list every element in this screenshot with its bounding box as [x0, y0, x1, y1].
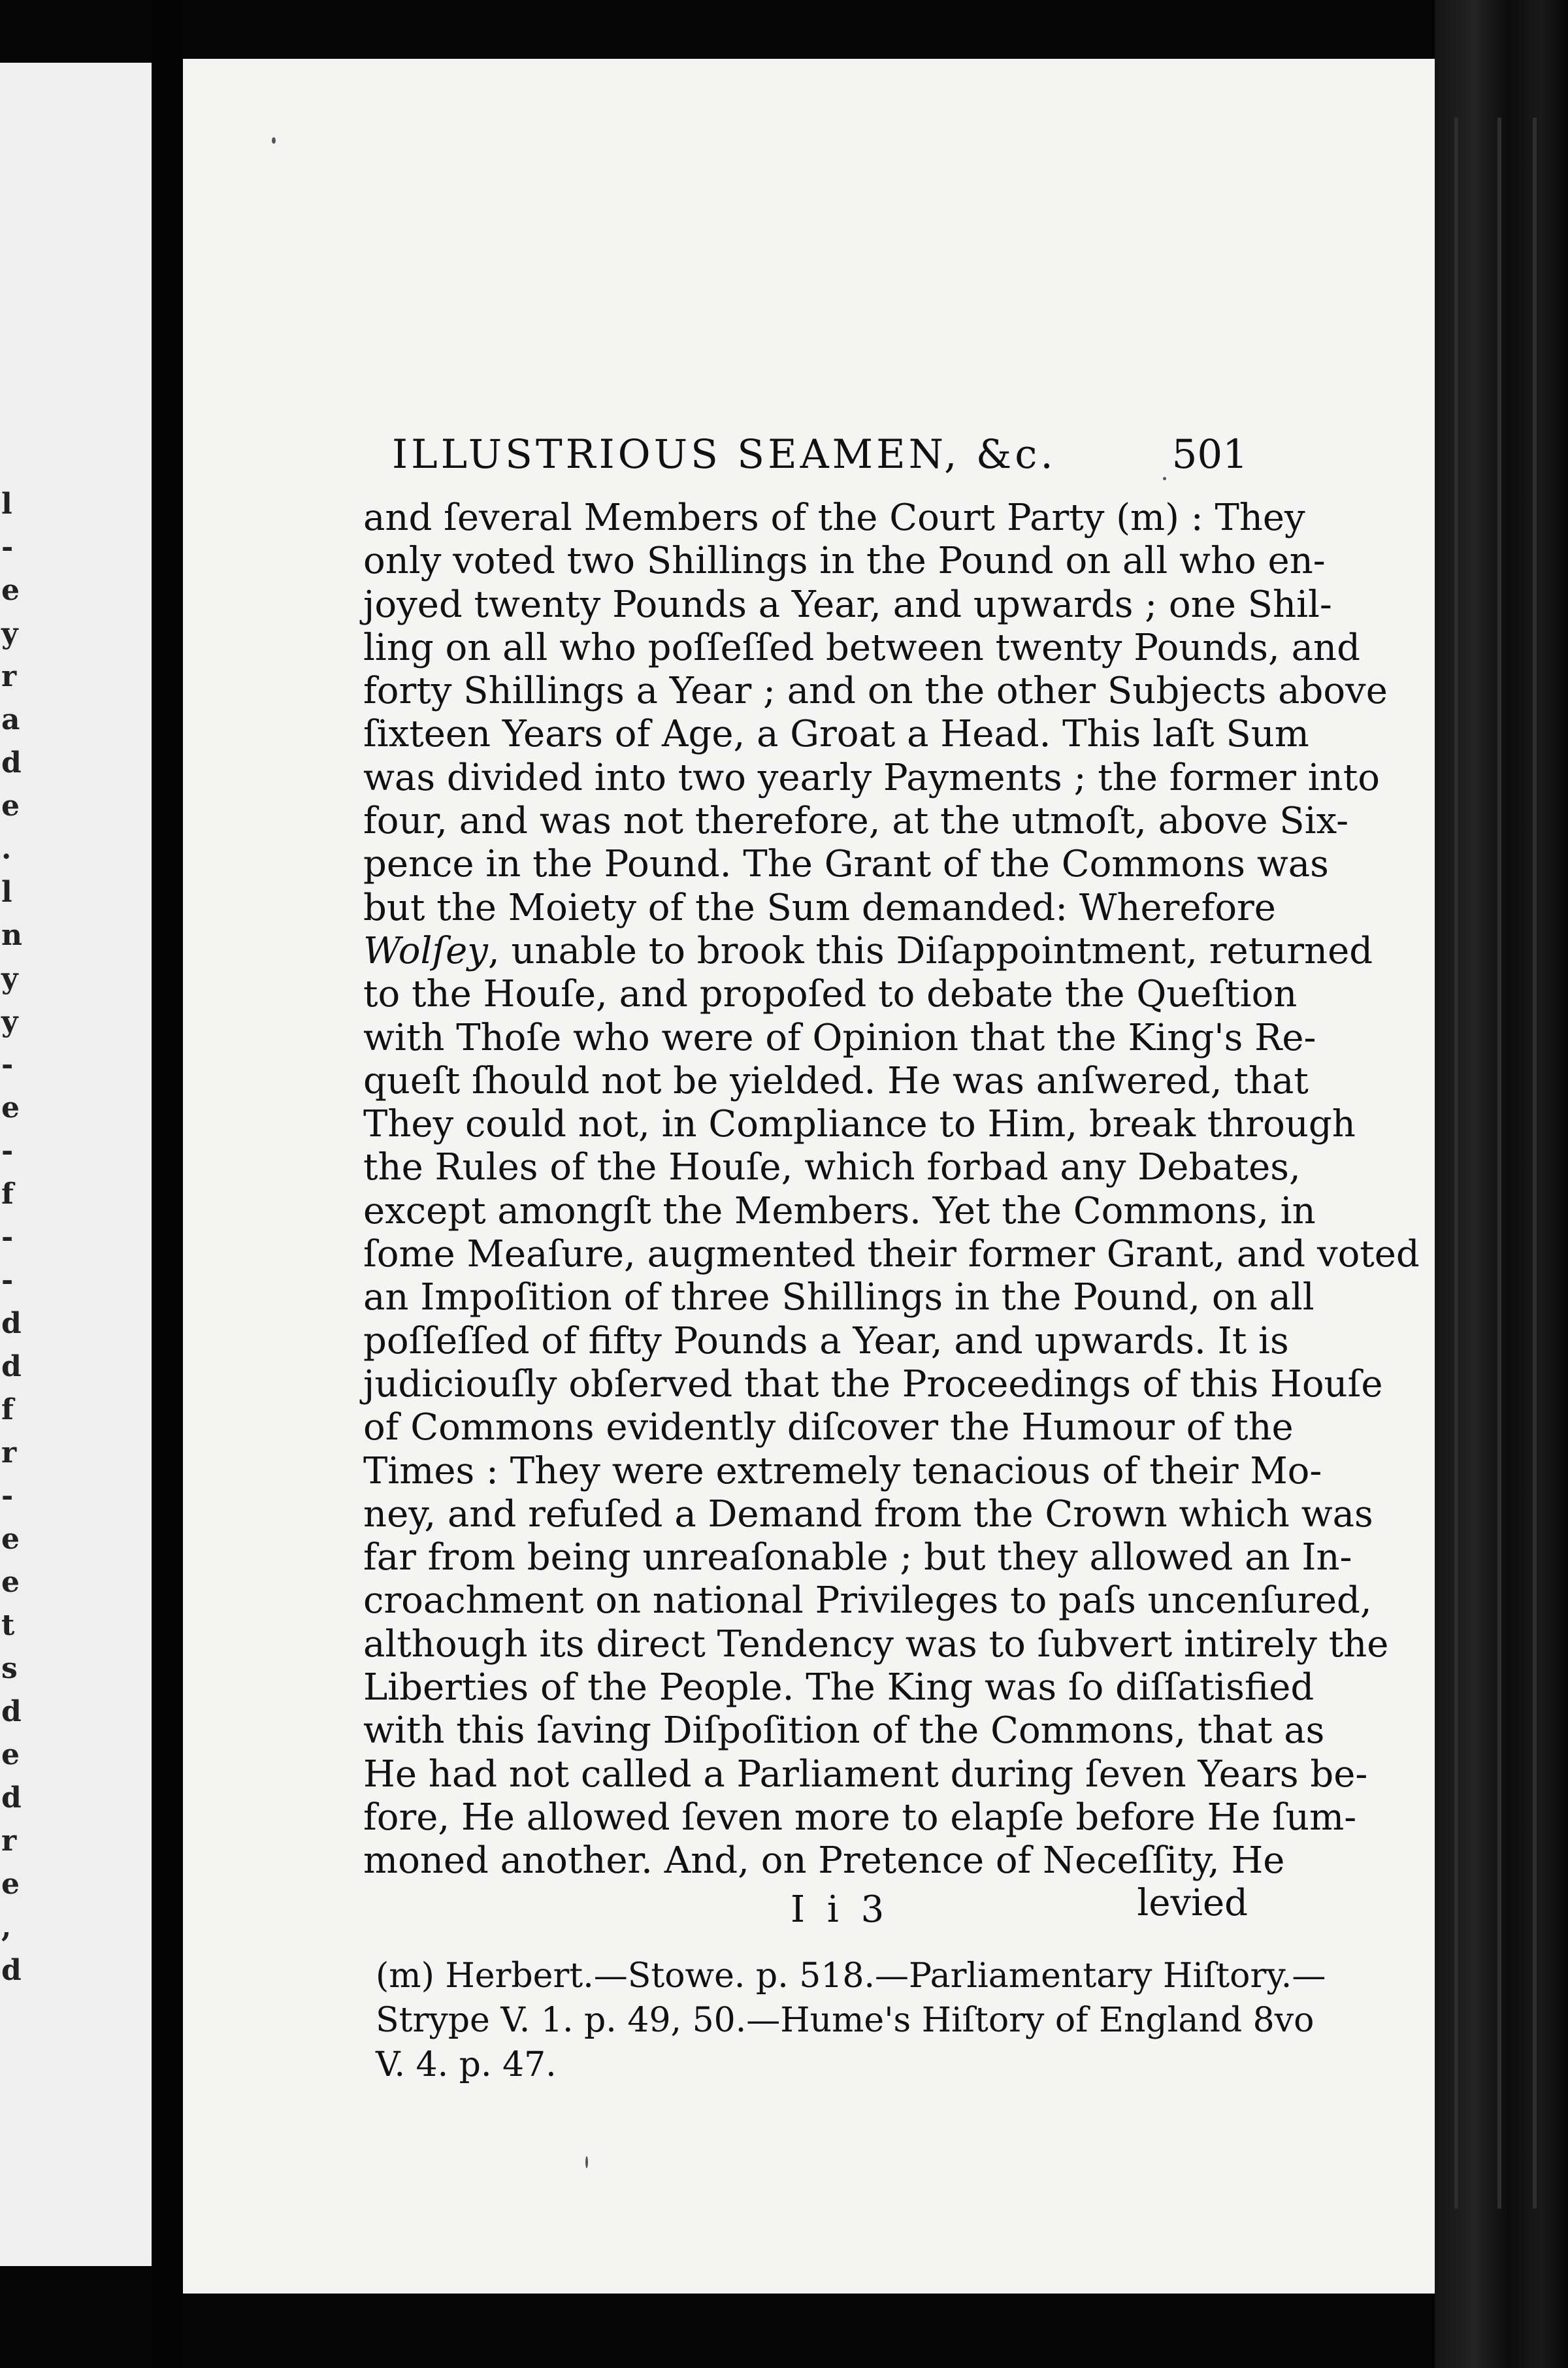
- facing-page-letter: s: [1, 1652, 18, 1685]
- body-line: the Rules of the Houſe, which forbad any Debates,: [363, 1146, 1301, 1189]
- body-line: although its direct Tendency was to ſubvert intirely the: [363, 1622, 1389, 1666]
- facing-page-letter: -: [1, 1048, 14, 1081]
- facing-page-letter: d: [1, 1954, 22, 1987]
- body-line: except amongſt the Members. Yet the Commons, in: [363, 1189, 1316, 1232]
- facing-page-letter: -: [1, 1134, 14, 1168]
- facing-page-letter: ,: [1, 1911, 12, 1944]
- body-line: an Impoſition of three Shillings in the Pound, on all: [363, 1276, 1315, 1319]
- facing-page-letter: a: [1, 703, 20, 736]
- facing-page-letter: d: [1, 746, 22, 780]
- body-text: [363, 497, 1420, 1883]
- facing-page-letter: r: [1, 1824, 17, 1858]
- page-number: 501: [1171, 431, 1248, 478]
- body-line: to the Houſe, and propoſed to debate the Queſtion: [363, 973, 1298, 1016]
- facing-page-letter: -: [1, 1221, 14, 1254]
- facing-page-letter: e: [1, 1738, 20, 1771]
- facing-page-letter: d: [1, 1695, 22, 1728]
- body-line: They could not, in Compliance to Him, break through: [363, 1103, 1356, 1146]
- footnote: [376, 1954, 1326, 2087]
- facing-page-letter: -: [1, 1264, 14, 1297]
- body-line: ling on all who poſſeſſed between twenty Pounds, and: [363, 626, 1360, 669]
- body-line: moned another. And, on Pretence of Neceſſity, He: [363, 1839, 1285, 1883]
- body-line: pence in the Pound. The Grant of the Commons was: [363, 843, 1329, 886]
- book-gutter: [152, 0, 183, 2368]
- body-line: only voted two Shillings in the Pound on all who en-: [363, 540, 1326, 583]
- footnote-line: (m) Herbert.—Stowe. p. 518.—Parliamentary Hiſtory.—: [376, 1956, 1326, 1996]
- body-line: judiciouſly obſerved that the Proceedings of this Houſe: [363, 1362, 1383, 1406]
- facing-page-letter: e: [1, 1522, 20, 1556]
- facing-page-letter: d: [1, 1781, 22, 1815]
- body-line: ſixteen Years of Age, a Groat a Head. This laſt Sum: [363, 713, 1309, 756]
- facing-page-letter: r: [1, 1436, 17, 1470]
- body-line: but the Moiety of the Sum demanded: Wherefore: [363, 886, 1276, 929]
- body-line: forty Shillings a Year ; and on the other Subjects above: [363, 670, 1388, 713]
- facing-page-letter: .: [1, 832, 12, 866]
- facing-page-letter: e: [1, 574, 20, 607]
- facing-page-letter: e: [1, 1867, 20, 1901]
- facing-page-letter: r: [1, 660, 17, 693]
- body-line: poſſeſſed of fifty Pounds a Year, and upwards. It is: [363, 1319, 1289, 1362]
- facing-page-letter: y: [1, 962, 18, 995]
- body-line: far from being unreaſonable ; but they allowed an In-: [363, 1536, 1352, 1579]
- body-line: He had not called a Parliament during ſeven Years be-: [363, 1752, 1368, 1796]
- body-line: ſome Meaſure, augmented their former Grant, and voted: [363, 1233, 1420, 1276]
- body-line: with Thoſe who were of Opinion that the King's Re-: [363, 1016, 1316, 1059]
- facing-page-letter: l: [1, 876, 12, 909]
- body-line: queſt ſhould not be yielded. He was anſwered, that: [363, 1059, 1309, 1102]
- footnote-line: Strype V. 1. p. 49, 50.—Hume's Hiſtory of England 8vo: [376, 2001, 1315, 2040]
- body-line: was divided into two yearly Payments ; the former into: [363, 756, 1380, 799]
- body-line: ney, and refuſed a Demand from the Crown which was: [363, 1492, 1373, 1536]
- facing-page-letter: t: [1, 1609, 15, 1642]
- book-spine-edge: [1435, 0, 1568, 2368]
- body-line: four, and was not therefore, at the utmoſt, above Six-: [363, 800, 1349, 843]
- facing-page-letter: e: [1, 789, 20, 823]
- body-line: of Commons evidently diſcover the Humour of the: [363, 1406, 1294, 1449]
- body-line: and ſeveral Members of the Court Party (m) : They: [363, 497, 1305, 539]
- catchword: levied: [1137, 1882, 1248, 1924]
- footnote-line: V. 4. p. 47.: [376, 2045, 557, 2084]
- facing-page-letter: -: [1, 1479, 14, 1513]
- facing-page-letter: -: [1, 531, 14, 564]
- facing-page-letter: d: [1, 1350, 22, 1383]
- running-title: ILLUSTRIOUS SEAMEN, &c.: [392, 431, 1056, 478]
- body-line: joyed twenty Pounds a Year, and upwards ; one Shil-: [363, 583, 1332, 626]
- facing-page-letter: y: [1, 1005, 18, 1038]
- facing-page-letter: n: [1, 919, 22, 952]
- facing-page-letter: e: [1, 1091, 20, 1125]
- body-line: Times : They were extremely tenacious of their Mo-: [363, 1449, 1322, 1492]
- facing-page-letter: f: [1, 1177, 14, 1211]
- signature-mark: I i 3: [791, 1888, 890, 1931]
- body-line: fore, He allowed ſeven more to elapſe before He ſum-: [363, 1796, 1357, 1839]
- running-header: [392, 431, 1248, 497]
- facing-page-edge: [0, 63, 152, 2266]
- facing-page-letter: e: [1, 1566, 20, 1599]
- body-line: Wolſey, unable to brook this Diſappointment, returned: [363, 929, 1373, 972]
- body-line: Liberties of the People. The King was ſo diſſatisfied: [363, 1666, 1315, 1709]
- facing-page-letter: y: [1, 617, 18, 650]
- body-line: with this ſaving Diſpoſition of the Commons, that as: [363, 1709, 1325, 1752]
- facing-page-letter: d: [1, 1307, 22, 1340]
- body-line: croachment on national Privileges to paſs uncenſured,: [363, 1579, 1372, 1622]
- facing-page-letter: f: [1, 1393, 14, 1426]
- facing-page-letter: l: [1, 487, 12, 521]
